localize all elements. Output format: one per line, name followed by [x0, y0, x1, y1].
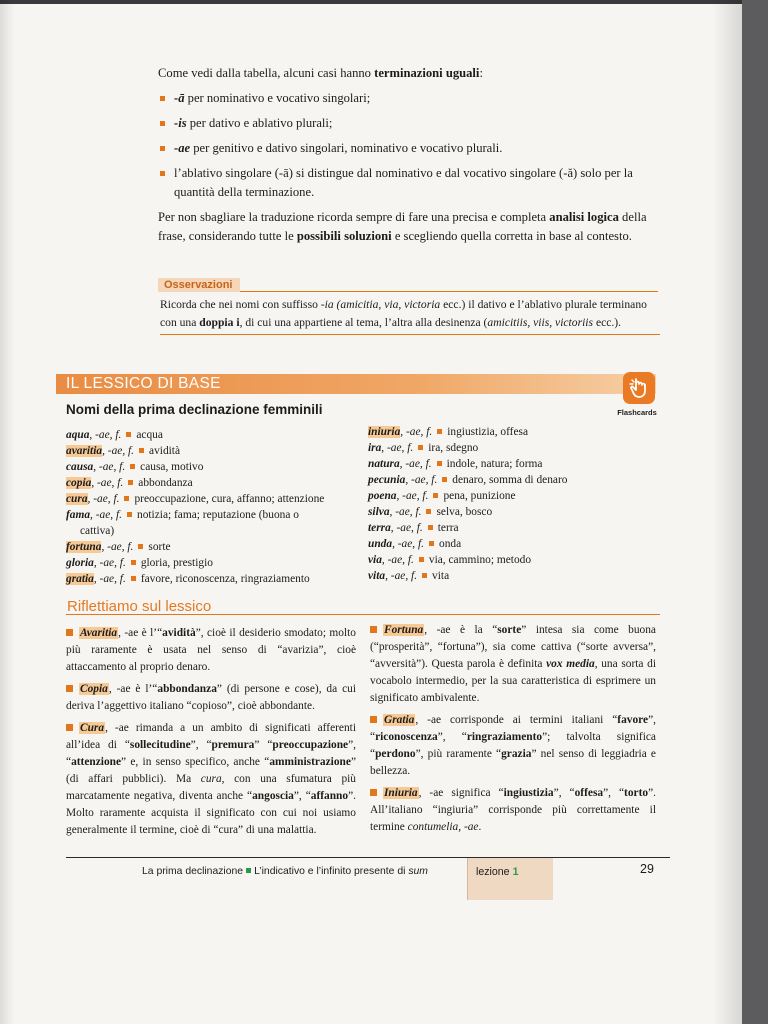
vocab-column-left [66, 427, 356, 587]
riflettiamo-column-right [370, 622, 656, 841]
osservazioni-text: Ricorda che nei nomi con suffisso -ia (amicitia, via, victoria ecc.) il dativo e l’ablativo plurale terminano con una doppia i, di cui una appartiene al tema, l’altra alla desinenza (amicitiis, viis, victoriis ecc.). [160, 298, 647, 329]
lessico-subtitle: Nomi della prima declinazione femminili [66, 402, 323, 417]
riflettiamo-rule [66, 614, 660, 615]
page-number: 29 [640, 862, 654, 876]
osservazioni-title: Osservazioni [158, 278, 240, 292]
lessico-title: IL LESSICO DI BASE [66, 375, 221, 392]
vocab-entry: fortuna, -ae, f. sorte [66, 541, 171, 553]
vocab-entry: natura, -ae, f. indole, natura; forma [368, 458, 543, 470]
flashcards-label: Flashcards [617, 408, 657, 417]
lesson-tab [467, 858, 553, 900]
vocab-entry: copia, -ae, f. abbondanza [66, 477, 193, 489]
intro-lead: Come vedi dalla tabella, alcuni casi hanno terminazioni uguali: [158, 66, 483, 80]
binding-shadow [0, 0, 14, 1024]
page-edge-shadow [712, 0, 742, 1024]
note-cura: Cura, -ae rimanda a un ambito di significati afferenti all’idea di “sollecitudine”, “premura” “preoccupazione”, “attenzione” e, in senso specifico, anche “amministrazione” (di affari pubblici). Ma cura, con una sfumatura più marcatamente negativa, diventa anche “angoscia”, “affanno”. Molto raramente acquista il significato con cui noi usiamo generalmente il termine, cioè di “cura” di una malattia. [66, 722, 357, 836]
vocab-entry: fama, -ae, f. notizia; fama; reputazione (buona o cattiva) [66, 509, 299, 537]
riflettiamo-title: Riflettiamo sul lessico [67, 598, 212, 615]
vocab-entry: cura, -ae, f. preoccupazione, cura, affanno; attenzione [66, 493, 325, 505]
list-item: -ae per genitivo e dativo singolari, nominativo e vocativo plurali. [158, 139, 658, 158]
osservazioni-header [158, 275, 658, 292]
list-item: -is per dativo e ablativo plurali; [158, 114, 658, 133]
flashcards-icon[interactable] [623, 372, 655, 404]
vocab-entry: gloria, -ae, f. gloria, prestigio [66, 557, 213, 569]
list-item: -ā per nominativo e vocativo singolari; [158, 89, 658, 108]
vocab-entry: via, -ae, f. via, cammino; metodo [368, 554, 532, 566]
note-fortuna: Fortuna, -ae è la “sorte” intesa sia come buona (“prosperità”, “fortuna”), sia come cattiva (“sorte avversa”, “avversità”). Questa parola è definita vox media, una sorta di vocabolo intermedio, per la sua caratteristica di esprimere un significato ambivalente. [370, 624, 657, 704]
footer-rule [66, 857, 670, 858]
vocab-entry: gratia, -ae, f. favore, riconoscenza, ringraziamento [66, 573, 310, 585]
vocab-entry: unda, -ae, f. onda [368, 538, 462, 550]
running-footer: La prima declinazione L’indicativo e l’infinito presente di sum [142, 866, 428, 877]
intro-section [158, 64, 658, 246]
vocab-entry: aqua, -ae, f. acqua [66, 429, 163, 441]
vocab-entry: avaritia, -ae, f. avidità [66, 445, 181, 457]
osservazioni-rule [160, 334, 660, 335]
note-iniuria: Iniuria, -ae significa “ingiustizia”, “offesa”, “torto”. All’italiano “ingiuria” corrisponde più correttamente il termine contumelia, -ae. [370, 787, 656, 833]
vocab-entry: poena, -ae, f. pena, punizione [368, 490, 516, 502]
lesson-label: lezione 1 [476, 866, 519, 878]
note-avaritia: Avaritia, -ae è l’“avidità”, cioè il desiderio smodato; molto più raramente è usata nel senso di “avarizia”, cioè attaccamento al proprio denaro. [66, 627, 356, 673]
vocab-entry: ira, -ae, f. ira, sdegno [368, 442, 479, 454]
scan-edge [0, 0, 742, 4]
list-item: l’ablativo singolare (-ā) si distingue dal nominativo e dal vocativo singolare (-ă) solo per la quantità della terminazione. [158, 164, 658, 202]
vocab-entry: terra, -ae, f. terra [368, 522, 459, 534]
riflettiamo-column-left [66, 625, 356, 844]
vocab-entry: silva, -ae, f. selva, bosco [368, 506, 493, 518]
endings-list [158, 89, 658, 202]
vocab-entry: vita, -ae, f. vita [368, 570, 450, 582]
vocab-entry: iniuria, -ae, f. ingiustizia, offesa [368, 426, 529, 438]
vocab-entry: pecunia, -ae, f. denaro, somma di denaro [368, 474, 568, 486]
vocab-column-right [368, 424, 638, 584]
intro-paragraph: Per non sbagliare la traduzione ricorda sempre di fare una precisa e completa analisi logica della frase, considerando tutte le possibili soluzioni e scegliendo quella corretta in base al contesto. [158, 210, 647, 243]
vocab-entry: causa, -ae, f. causa, motivo [66, 461, 204, 473]
note-copia: Copia, -ae è l’“abbondanza” (di persone e cose), da cui deriva l’aggettivo italiano “copioso”, cioè abbondante. [66, 683, 356, 712]
note-gratia: Gratia, -ae corrisponde ai termini italiani “favore”, “riconoscenza”, “ringraziamento”; talvolta significa “perdono”, più raramente “grazia” nel senso di leggiadria e bellezza. [370, 714, 656, 777]
